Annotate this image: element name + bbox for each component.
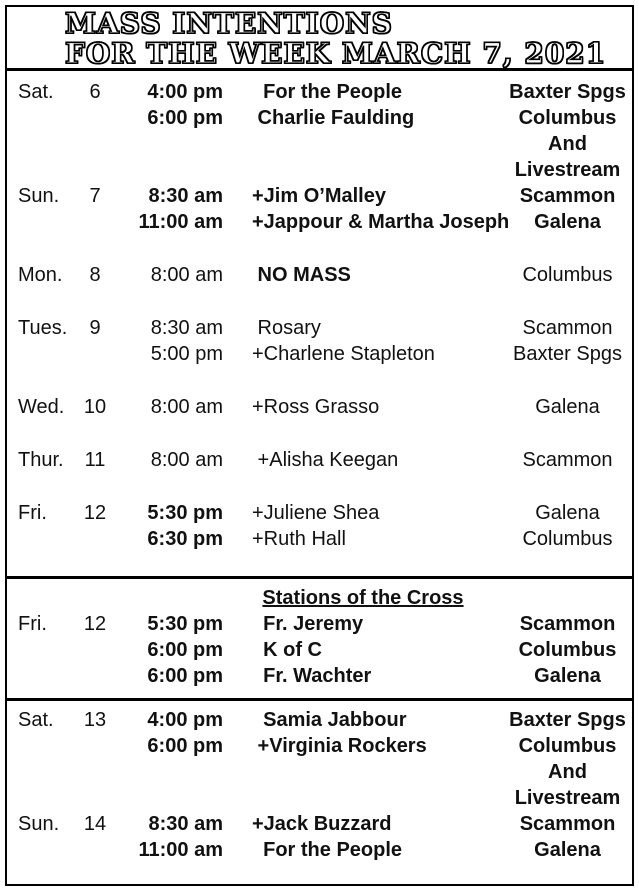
day-cell xyxy=(7,663,75,689)
date-cell xyxy=(75,663,115,689)
location-cell: Baxter Spgs xyxy=(509,81,626,103)
time-cell xyxy=(115,759,223,785)
date-cell xyxy=(75,105,115,131)
schedule-line xyxy=(7,733,632,759)
schedule-line xyxy=(7,131,632,157)
date-cell xyxy=(75,209,115,235)
date-cell: 10 xyxy=(83,396,107,418)
mass-schedule-section xyxy=(7,68,632,576)
location-cell: Livestream xyxy=(514,159,621,181)
day-cell: Sat. xyxy=(18,81,54,103)
time-cell: 6:30 pm xyxy=(147,528,223,550)
intention-cell: Charlie Faulding xyxy=(252,107,415,129)
day-cell xyxy=(7,341,75,367)
schedule-line xyxy=(7,611,632,637)
intention-cell xyxy=(223,157,503,183)
schedule-line xyxy=(7,105,632,131)
schedule-line xyxy=(7,183,632,209)
time-cell: 8:30 am xyxy=(148,813,223,835)
day-block xyxy=(7,447,632,473)
intention-cell: +Virginia Rockers xyxy=(252,735,427,757)
time-cell: 6:00 pm xyxy=(147,735,223,757)
intention-cell: Fr. Jeremy xyxy=(252,613,364,635)
date-cell xyxy=(75,131,115,157)
day-cell: Mon. xyxy=(18,264,63,286)
intention-cell: +Juliene Shea xyxy=(252,502,380,524)
schedule-line xyxy=(7,447,632,473)
day-cell: Sun. xyxy=(18,185,60,207)
intention-cell: Rosary xyxy=(252,317,321,339)
schedule-line xyxy=(7,637,632,663)
time-cell xyxy=(115,131,223,157)
schedule-line xyxy=(7,811,632,837)
date-cell: 9 xyxy=(89,317,101,339)
location-cell: And xyxy=(548,761,587,783)
schedule-line xyxy=(7,837,632,863)
document-border-box xyxy=(5,5,634,886)
day-cell: Sun. xyxy=(18,813,60,835)
schedule-line xyxy=(7,79,632,105)
location-cell: Galena xyxy=(534,665,601,687)
intention-cell: +Alisha Keegan xyxy=(252,449,399,471)
location-cell: Livestream xyxy=(514,787,621,809)
intention-cell: For the People xyxy=(252,81,403,103)
stations-section xyxy=(7,576,632,698)
date-cell: 7 xyxy=(89,185,101,207)
location-cell: Columbus xyxy=(518,735,617,757)
day-cell xyxy=(7,105,75,131)
time-cell: 4:00 pm xyxy=(147,81,223,103)
location-cell: Galena xyxy=(534,839,601,861)
intention-cell: K of C xyxy=(252,639,322,661)
intention-cell: +Jappour & Martha Joseph xyxy=(252,211,510,233)
date-cell: 14 xyxy=(83,813,107,835)
day-block xyxy=(7,611,632,689)
schedule-line xyxy=(7,209,632,235)
location-cell: And xyxy=(548,133,587,155)
date-cell: 13 xyxy=(83,709,107,731)
date-cell xyxy=(75,759,115,785)
day-block xyxy=(7,79,632,183)
day-cell: Fri. xyxy=(18,502,47,524)
location-cell: Galena xyxy=(535,396,600,418)
date-cell xyxy=(75,837,115,863)
title-box xyxy=(7,7,632,68)
location-cell: Scammon xyxy=(519,613,616,635)
intention-cell xyxy=(223,131,503,157)
doc-title-line1: MASS INTENTIONS xyxy=(65,7,393,40)
day-cell xyxy=(7,637,75,663)
time-cell: 8:00 am xyxy=(150,449,223,471)
intention-cell xyxy=(223,759,503,785)
schedule-line xyxy=(7,785,632,811)
schedule-line xyxy=(7,262,632,288)
day-cell xyxy=(7,733,75,759)
schedule-line xyxy=(7,759,632,785)
date-cell xyxy=(75,785,115,811)
time-cell: 8:30 am xyxy=(150,317,223,339)
time-cell: 5:30 pm xyxy=(147,502,223,524)
time-cell: 6:00 pm xyxy=(147,639,223,661)
day-block xyxy=(7,183,632,235)
date-cell xyxy=(75,637,115,663)
location-cell: Columbus xyxy=(518,107,617,129)
location-cell: Baxter Spgs xyxy=(513,343,622,365)
day-cell: Thur. xyxy=(18,449,64,471)
day-block xyxy=(7,811,632,863)
schedule-line xyxy=(7,157,632,183)
schedule-line xyxy=(7,663,632,689)
day-cell xyxy=(7,759,75,785)
location-cell: Columbus xyxy=(522,264,613,286)
location-cell: Scammon xyxy=(519,813,616,835)
date-cell xyxy=(75,341,115,367)
section-header-line xyxy=(7,585,632,611)
day-cell xyxy=(7,526,75,552)
schedule-line xyxy=(7,500,632,526)
date-cell: 12 xyxy=(83,502,107,524)
schedule-line xyxy=(7,394,632,420)
intention-cell: Fr. Wachter xyxy=(252,665,372,687)
schedule-line xyxy=(7,315,632,341)
time-cell: 11:00 am xyxy=(138,211,223,233)
date-cell: 12 xyxy=(83,613,107,635)
schedule-line xyxy=(7,341,632,367)
weekend-schedule-section xyxy=(7,698,632,877)
intention-cell: NO MASS xyxy=(252,264,351,286)
day-cell xyxy=(7,157,75,183)
day-cell: Sat. xyxy=(18,709,54,731)
time-cell: 5:30 pm xyxy=(147,613,223,635)
schedule-line xyxy=(7,707,632,733)
time-cell: 11:00 am xyxy=(138,839,223,861)
day-block xyxy=(7,315,632,367)
location-cell: Scammon xyxy=(519,185,616,207)
day-block xyxy=(7,262,632,288)
day-cell: Wed. xyxy=(18,396,65,418)
intention-cell: +Ruth Hall xyxy=(252,528,346,550)
intention-cell: +Jack Buzzard xyxy=(252,813,392,835)
intention-cell: +Charlene Stapleton xyxy=(252,343,435,365)
date-cell xyxy=(75,733,115,759)
date-cell xyxy=(75,157,115,183)
intention-cell: For the People xyxy=(252,839,403,861)
location-cell: Columbus xyxy=(522,528,613,550)
date-cell: 11 xyxy=(84,449,106,471)
time-cell: 6:00 pm xyxy=(147,665,223,687)
time-cell: 8:30 am xyxy=(148,185,223,207)
location-cell: Galena xyxy=(534,211,601,233)
schedule-line xyxy=(7,526,632,552)
intention-cell: +Ross Grasso xyxy=(252,396,380,418)
stations-header: Stations of the Cross xyxy=(262,587,464,609)
location-cell: Baxter Spgs xyxy=(509,709,626,731)
time-cell: 5:00 pm xyxy=(150,343,223,365)
date-cell: 8 xyxy=(89,264,101,286)
day-block xyxy=(7,500,632,552)
date-cell xyxy=(75,526,115,552)
day-cell xyxy=(7,837,75,863)
date-cell: 6 xyxy=(89,81,101,103)
time-cell: 4:00 pm xyxy=(147,709,223,731)
intention-cell xyxy=(223,785,503,811)
time-cell xyxy=(115,785,223,811)
day-cell xyxy=(7,785,75,811)
location-cell: Columbus xyxy=(518,639,617,661)
time-cell: 8:00 am xyxy=(150,396,223,418)
intention-cell: Samia Jabbour xyxy=(252,709,407,731)
day-cell: Tues. xyxy=(18,317,68,339)
location-cell: Scammon xyxy=(522,449,613,471)
location-cell: Galena xyxy=(535,502,600,524)
time-cell: 6:00 pm xyxy=(147,107,223,129)
day-block xyxy=(7,707,632,811)
intention-cell: +Jim O’Malley xyxy=(252,185,386,207)
doc-title-line2: FOR THE WEEK MARCH 7, 2021 xyxy=(65,37,607,68)
day-cell xyxy=(7,209,75,235)
day-cell: Fri. xyxy=(18,613,47,635)
time-cell xyxy=(115,157,223,183)
day-block xyxy=(7,394,632,420)
time-cell: 8:00 am xyxy=(150,264,223,286)
day-cell xyxy=(7,131,75,157)
location-cell: Scammon xyxy=(522,317,613,339)
